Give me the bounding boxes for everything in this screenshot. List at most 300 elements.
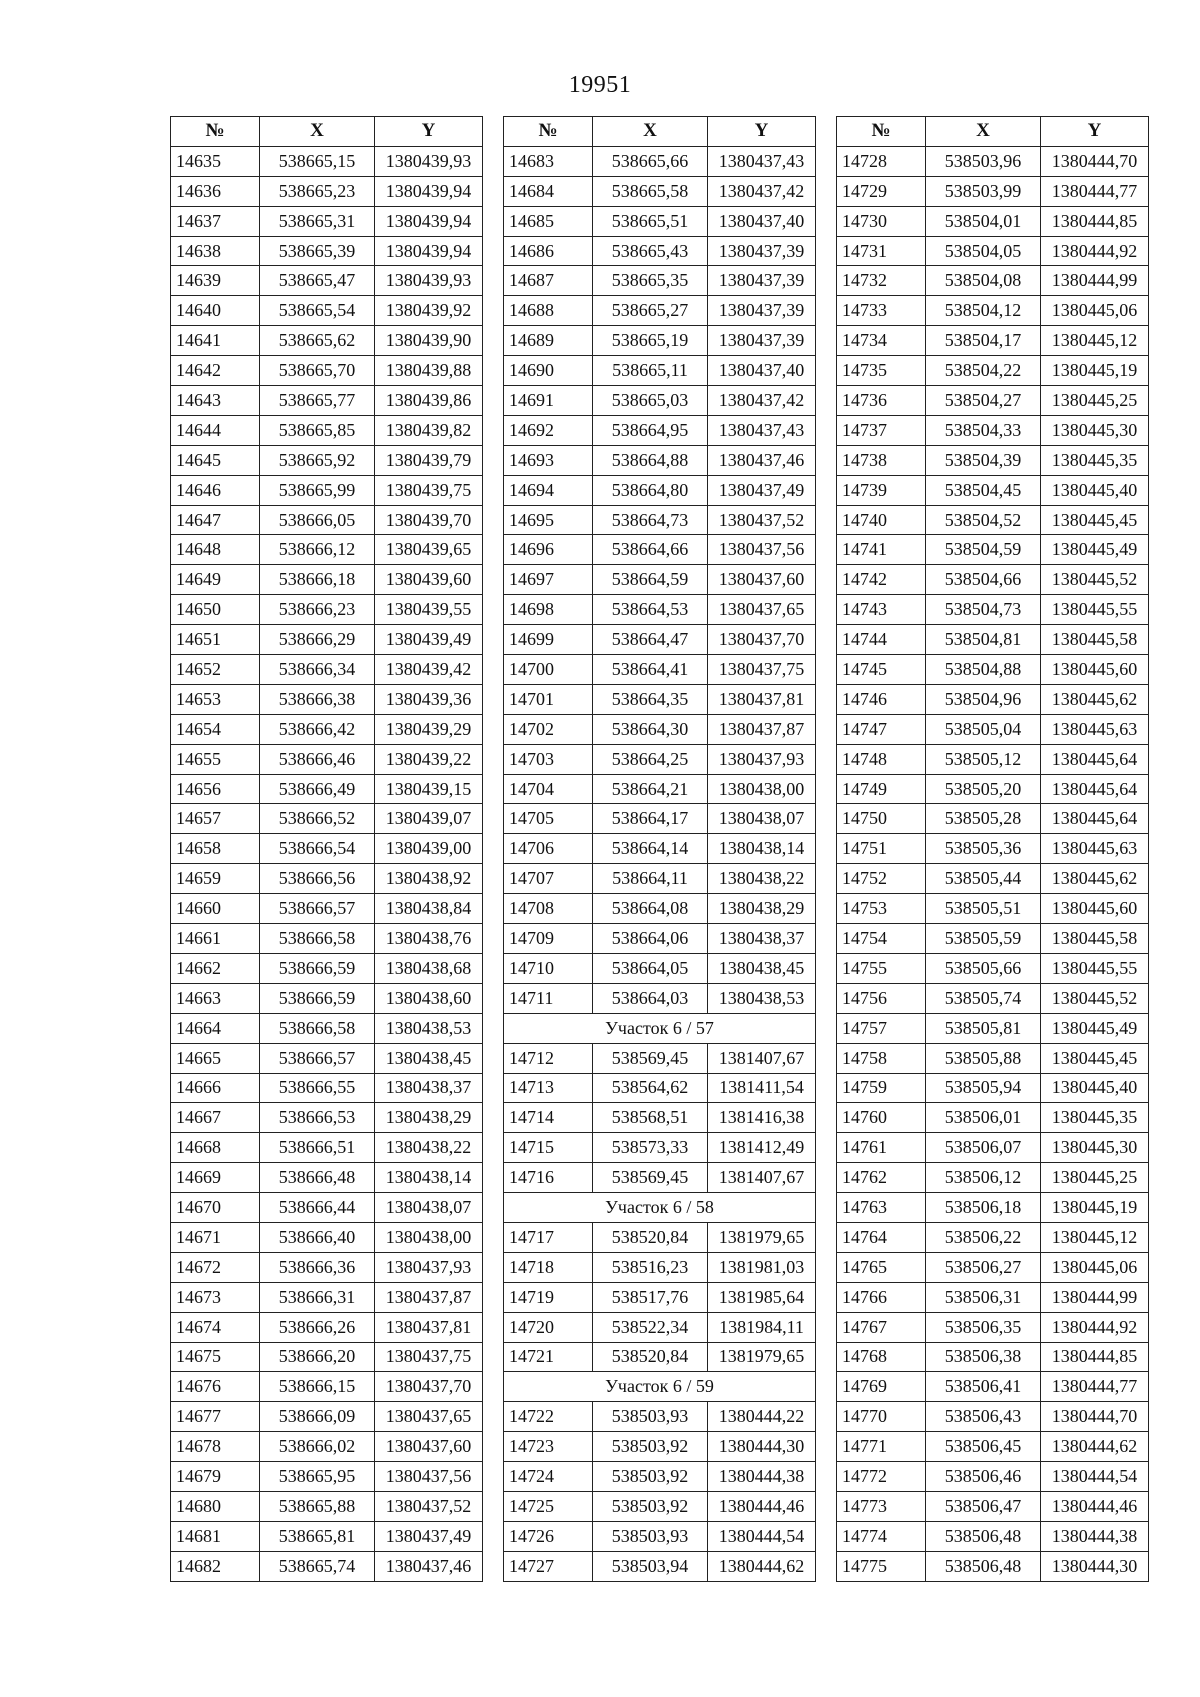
point-number-cell: 14715 — [504, 1133, 593, 1163]
point-number-cell: 14757 — [837, 1013, 926, 1043]
point-number-cell: 14697 — [504, 565, 593, 595]
x-coordinate-cell: 538506,43 — [926, 1402, 1041, 1432]
table-row — [504, 386, 816, 416]
y-coordinate-cell: 1380438,07 — [375, 1193, 483, 1223]
point-number-cell: 14718 — [504, 1252, 593, 1282]
y-coordinate-cell: 1380437,65 — [708, 595, 816, 625]
x-coordinate-cell: 538665,39 — [260, 236, 375, 266]
x-coordinate-cell: 538664,80 — [593, 475, 708, 505]
table-row — [837, 1521, 1149, 1551]
x-coordinate-cell: 538666,57 — [260, 1043, 375, 1073]
x-coordinate-cell: 538664,17 — [593, 804, 708, 834]
point-number-cell: 14741 — [837, 535, 926, 565]
y-coordinate-cell: 1380444,85 — [1041, 206, 1149, 236]
table-row — [171, 953, 483, 983]
x-coordinate-cell: 538505,44 — [926, 864, 1041, 894]
y-coordinate-cell: 1380437,42 — [708, 386, 816, 416]
point-number-cell: 14656 — [171, 774, 260, 804]
x-coordinate-cell: 538666,58 — [260, 924, 375, 954]
x-coordinate-cell: 538666,18 — [260, 565, 375, 595]
y-coordinate-cell: 1380439,49 — [375, 625, 483, 655]
point-number-cell: 14775 — [837, 1551, 926, 1581]
table-row — [837, 1013, 1149, 1043]
x-coordinate-cell: 538666,34 — [260, 655, 375, 685]
x-coordinate-cell: 538666,53 — [260, 1103, 375, 1133]
table-row — [171, 565, 483, 595]
table-row — [837, 595, 1149, 625]
table-row — [504, 565, 816, 595]
point-number-cell: 14678 — [171, 1432, 260, 1462]
point-number-cell: 14638 — [171, 236, 260, 266]
y-coordinate-cell: 1380439,92 — [375, 296, 483, 326]
y-coordinate-cell: 1381979,65 — [708, 1342, 816, 1372]
point-number-cell: 14636 — [171, 176, 260, 206]
y-coordinate-cell: 1380438,53 — [375, 1013, 483, 1043]
point-number-cell: 14751 — [837, 834, 926, 864]
section-title: Участок 6 / 58 — [504, 1193, 816, 1223]
point-number-cell: 14701 — [504, 684, 593, 714]
x-coordinate-cell: 538666,59 — [260, 953, 375, 983]
table-row — [504, 1402, 816, 1432]
point-number-cell: 14683 — [504, 146, 593, 176]
x-coordinate-cell: 538664,41 — [593, 655, 708, 685]
table-row — [837, 983, 1149, 1013]
x-coordinate-cell: 538504,66 — [926, 565, 1041, 595]
y-coordinate-cell: 1380444,62 — [708, 1551, 816, 1581]
table-row — [171, 894, 483, 924]
point-number-cell: 14774 — [837, 1521, 926, 1551]
point-number-cell: 14676 — [171, 1372, 260, 1402]
x-coordinate-cell: 538505,94 — [926, 1073, 1041, 1103]
point-number-cell: 14673 — [171, 1282, 260, 1312]
y-coordinate-cell: 1380445,12 — [1041, 326, 1149, 356]
x-coordinate-cell: 538666,48 — [260, 1163, 375, 1193]
y-coordinate-cell: 1380438,68 — [375, 953, 483, 983]
x-coordinate-cell: 538665,51 — [593, 206, 708, 236]
x-coordinate-cell: 538664,30 — [593, 714, 708, 744]
y-coordinate-cell: 1380445,12 — [1041, 1222, 1149, 1252]
y-coordinate-cell: 1380437,46 — [375, 1551, 483, 1581]
table-row — [837, 296, 1149, 326]
point-number-cell: 14730 — [837, 206, 926, 236]
point-number-cell: 14729 — [837, 176, 926, 206]
x-coordinate-cell: 538504,17 — [926, 326, 1041, 356]
x-coordinate-cell: 538665,23 — [260, 176, 375, 206]
y-coordinate-cell: 1381412,49 — [708, 1133, 816, 1163]
x-coordinate-cell: 538506,48 — [926, 1551, 1041, 1581]
x-coordinate-cell: 538503,92 — [593, 1462, 708, 1492]
point-number-cell: 14728 — [837, 146, 926, 176]
x-coordinate-cell: 538666,44 — [260, 1193, 375, 1223]
coordinates-table-3 — [836, 116, 1149, 1582]
y-coordinate-cell: 1380437,81 — [708, 684, 816, 714]
table-row — [171, 445, 483, 475]
x-coordinate-cell: 538504,27 — [926, 386, 1041, 416]
table-header-row — [171, 117, 483, 147]
header-number: № — [504, 117, 593, 147]
table-row — [171, 146, 483, 176]
table-row — [837, 834, 1149, 864]
point-number-cell: 14711 — [504, 983, 593, 1013]
x-coordinate-cell: 538666,15 — [260, 1372, 375, 1402]
point-number-cell: 14659 — [171, 864, 260, 894]
table-row — [837, 386, 1149, 416]
x-coordinate-cell: 538665,35 — [593, 266, 708, 296]
point-number-cell: 14716 — [504, 1163, 593, 1193]
x-coordinate-cell: 538664,66 — [593, 535, 708, 565]
x-coordinate-cell: 538664,11 — [593, 864, 708, 894]
point-number-cell: 14654 — [171, 714, 260, 744]
x-coordinate-cell: 538665,47 — [260, 266, 375, 296]
table-row — [837, 1312, 1149, 1342]
table-row — [171, 1103, 483, 1133]
point-number-cell: 14712 — [504, 1043, 593, 1073]
y-coordinate-cell: 1380444,70 — [1041, 146, 1149, 176]
point-number-cell: 14706 — [504, 834, 593, 864]
x-coordinate-cell: 538665,11 — [593, 356, 708, 386]
point-number-cell: 14742 — [837, 565, 926, 595]
table-row — [837, 266, 1149, 296]
table-row — [837, 445, 1149, 475]
table-row — [504, 236, 816, 266]
x-coordinate-cell: 538522,34 — [593, 1312, 708, 1342]
table-row — [837, 1551, 1149, 1581]
point-number-cell: 14745 — [837, 655, 926, 685]
y-coordinate-cell: 1380445,58 — [1041, 625, 1149, 655]
y-coordinate-cell: 1380445,25 — [1041, 1163, 1149, 1193]
point-number-cell: 14739 — [837, 475, 926, 505]
table-row — [837, 236, 1149, 266]
point-number-cell: 14767 — [837, 1312, 926, 1342]
header-x: X — [926, 117, 1041, 147]
x-coordinate-cell: 538665,92 — [260, 445, 375, 475]
y-coordinate-cell: 1380445,62 — [1041, 684, 1149, 714]
x-coordinate-cell: 538666,05 — [260, 505, 375, 535]
x-coordinate-cell: 538666,20 — [260, 1342, 375, 1372]
point-number-cell: 14713 — [504, 1073, 593, 1103]
table-row — [837, 1073, 1149, 1103]
y-coordinate-cell: 1380439,75 — [375, 475, 483, 505]
table-row — [504, 1103, 816, 1133]
y-coordinate-cell: 1380439,42 — [375, 655, 483, 685]
point-number-cell: 14648 — [171, 535, 260, 565]
point-number-cell: 14646 — [171, 475, 260, 505]
table-row — [504, 625, 816, 655]
x-coordinate-cell: 538665,43 — [593, 236, 708, 266]
x-coordinate-cell: 538504,88 — [926, 655, 1041, 685]
table-row — [504, 684, 816, 714]
y-coordinate-cell: 1380438,37 — [375, 1073, 483, 1103]
table-row — [171, 595, 483, 625]
point-number-cell: 14699 — [504, 625, 593, 655]
table-row — [504, 953, 816, 983]
x-coordinate-cell: 538664,88 — [593, 445, 708, 475]
y-coordinate-cell: 1380444,92 — [1041, 236, 1149, 266]
point-number-cell: 14682 — [171, 1551, 260, 1581]
point-number-cell: 14695 — [504, 505, 593, 535]
y-coordinate-cell: 1380437,93 — [708, 744, 816, 774]
x-coordinate-cell: 538504,81 — [926, 625, 1041, 655]
table-row — [171, 1073, 483, 1103]
table-row — [504, 505, 816, 535]
y-coordinate-cell: 1380437,39 — [708, 296, 816, 326]
x-coordinate-cell: 538506,47 — [926, 1491, 1041, 1521]
point-number-cell: 14651 — [171, 625, 260, 655]
x-coordinate-cell: 538506,27 — [926, 1252, 1041, 1282]
x-coordinate-cell: 538664,03 — [593, 983, 708, 1013]
x-coordinate-cell: 538665,27 — [593, 296, 708, 326]
x-coordinate-cell: 538666,58 — [260, 1013, 375, 1043]
x-coordinate-cell: 538504,59 — [926, 535, 1041, 565]
x-coordinate-cell: 538573,33 — [593, 1133, 708, 1163]
y-coordinate-cell: 1380437,60 — [375, 1432, 483, 1462]
y-coordinate-cell: 1380445,25 — [1041, 386, 1149, 416]
x-coordinate-cell: 538665,70 — [260, 356, 375, 386]
y-coordinate-cell: 1380445,30 — [1041, 1133, 1149, 1163]
point-number-cell: 14731 — [837, 236, 926, 266]
table-row — [171, 1043, 483, 1073]
table-row — [504, 1312, 816, 1342]
point-number-cell: 14709 — [504, 924, 593, 954]
y-coordinate-cell: 1380445,40 — [1041, 475, 1149, 505]
point-number-cell: 14652 — [171, 655, 260, 685]
point-number-cell: 14756 — [837, 983, 926, 1013]
x-coordinate-cell: 538505,51 — [926, 894, 1041, 924]
table-row — [171, 475, 483, 505]
table-row — [171, 415, 483, 445]
point-number-cell: 14752 — [837, 864, 926, 894]
table-row — [171, 983, 483, 1013]
y-coordinate-cell: 1380445,06 — [1041, 296, 1149, 326]
point-number-cell: 14736 — [837, 386, 926, 416]
point-number-cell: 14724 — [504, 1462, 593, 1492]
table-row — [171, 1222, 483, 1252]
x-coordinate-cell: 538665,85 — [260, 415, 375, 445]
y-coordinate-cell: 1380437,81 — [375, 1312, 483, 1342]
x-coordinate-cell: 538503,92 — [593, 1491, 708, 1521]
table-row — [837, 1462, 1149, 1492]
table-row — [837, 864, 1149, 894]
table-row — [171, 1372, 483, 1402]
table-row — [504, 894, 816, 924]
point-number-cell: 14755 — [837, 953, 926, 983]
point-number-cell: 14738 — [837, 445, 926, 475]
x-coordinate-cell: 538504,52 — [926, 505, 1041, 535]
table-row — [171, 1193, 483, 1223]
y-coordinate-cell: 1380439,70 — [375, 505, 483, 535]
x-coordinate-cell: 538664,14 — [593, 834, 708, 864]
point-number-cell: 14765 — [837, 1252, 926, 1282]
y-coordinate-cell: 1380437,75 — [375, 1342, 483, 1372]
table-row — [504, 1342, 816, 1372]
table-row — [837, 1043, 1149, 1073]
table-row — [837, 625, 1149, 655]
point-number-cell: 14705 — [504, 804, 593, 834]
point-number-cell: 14703 — [504, 744, 593, 774]
x-coordinate-cell: 538666,23 — [260, 595, 375, 625]
point-number-cell: 14726 — [504, 1521, 593, 1551]
table-row — [504, 445, 816, 475]
y-coordinate-cell: 1380437,70 — [708, 625, 816, 655]
x-coordinate-cell: 538666,40 — [260, 1222, 375, 1252]
point-number-cell: 14725 — [504, 1491, 593, 1521]
x-coordinate-cell: 538665,03 — [593, 386, 708, 416]
x-coordinate-cell: 538666,38 — [260, 684, 375, 714]
point-number-cell: 14670 — [171, 1193, 260, 1223]
y-coordinate-cell: 1380445,60 — [1041, 894, 1149, 924]
table-row — [171, 1013, 483, 1043]
table-row — [837, 1491, 1149, 1521]
x-coordinate-cell: 538505,20 — [926, 774, 1041, 804]
table-row — [171, 804, 483, 834]
table-row — [837, 1372, 1149, 1402]
table-row — [837, 475, 1149, 505]
y-coordinate-cell: 1380444,77 — [1041, 176, 1149, 206]
table-row — [504, 1073, 816, 1103]
table-row — [837, 804, 1149, 834]
x-coordinate-cell: 538506,48 — [926, 1521, 1041, 1551]
x-coordinate-cell: 538665,99 — [260, 475, 375, 505]
x-coordinate-cell: 538569,45 — [593, 1043, 708, 1073]
point-number-cell: 14690 — [504, 356, 593, 386]
table-row — [504, 356, 816, 386]
x-coordinate-cell: 538665,19 — [593, 326, 708, 356]
table-row — [837, 1222, 1149, 1252]
point-number-cell: 14766 — [837, 1282, 926, 1312]
x-coordinate-cell: 538666,59 — [260, 983, 375, 1013]
x-coordinate-cell: 538664,06 — [593, 924, 708, 954]
y-coordinate-cell: 1380437,56 — [375, 1462, 483, 1492]
table-row — [837, 206, 1149, 236]
header-number: № — [837, 117, 926, 147]
table-row — [171, 326, 483, 356]
table-row — [504, 1043, 816, 1073]
x-coordinate-cell: 538664,21 — [593, 774, 708, 804]
x-coordinate-cell: 538505,36 — [926, 834, 1041, 864]
y-coordinate-cell: 1380437,46 — [708, 445, 816, 475]
x-coordinate-cell: 538665,88 — [260, 1491, 375, 1521]
point-number-cell: 14735 — [837, 356, 926, 386]
x-coordinate-cell: 538504,39 — [926, 445, 1041, 475]
x-coordinate-cell: 538505,66 — [926, 953, 1041, 983]
x-coordinate-cell: 538506,41 — [926, 1372, 1041, 1402]
y-coordinate-cell: 1381984,11 — [708, 1312, 816, 1342]
point-number-cell: 14679 — [171, 1462, 260, 1492]
table-row — [171, 684, 483, 714]
table-row — [171, 296, 483, 326]
table-row — [837, 176, 1149, 206]
table-row — [504, 804, 816, 834]
x-coordinate-cell: 538503,92 — [593, 1432, 708, 1462]
table-row — [171, 625, 483, 655]
point-number-cell: 14669 — [171, 1163, 260, 1193]
table-row — [504, 655, 816, 685]
point-number-cell: 14687 — [504, 266, 593, 296]
table-row — [504, 535, 816, 565]
y-coordinate-cell: 1380445,35 — [1041, 1103, 1149, 1133]
table-row — [837, 535, 1149, 565]
y-coordinate-cell: 1380444,77 — [1041, 1372, 1149, 1402]
x-coordinate-cell: 538665,66 — [593, 146, 708, 176]
y-coordinate-cell: 1380444,54 — [708, 1521, 816, 1551]
point-number-cell: 14641 — [171, 326, 260, 356]
x-coordinate-cell: 538516,23 — [593, 1252, 708, 1282]
point-number-cell: 14694 — [504, 475, 593, 505]
section-row — [504, 1372, 816, 1402]
y-coordinate-cell: 1380439,79 — [375, 445, 483, 475]
point-number-cell: 14674 — [171, 1312, 260, 1342]
table-row — [171, 714, 483, 744]
x-coordinate-cell: 538664,59 — [593, 565, 708, 595]
table-row — [504, 595, 816, 625]
y-coordinate-cell: 1380445,06 — [1041, 1252, 1149, 1282]
y-coordinate-cell: 1380437,42 — [708, 176, 816, 206]
table-row — [504, 1252, 816, 1282]
table-row — [504, 1491, 816, 1521]
x-coordinate-cell: 538665,62 — [260, 326, 375, 356]
x-coordinate-cell: 538564,62 — [593, 1073, 708, 1103]
point-number-cell: 14708 — [504, 894, 593, 924]
y-coordinate-cell: 1380437,40 — [708, 356, 816, 386]
point-number-cell: 14681 — [171, 1521, 260, 1551]
table-row — [171, 744, 483, 774]
table-row — [171, 505, 483, 535]
table-row — [837, 774, 1149, 804]
point-number-cell: 14734 — [837, 326, 926, 356]
point-number-cell: 14696 — [504, 535, 593, 565]
x-coordinate-cell: 538520,84 — [593, 1222, 708, 1252]
section-row — [504, 1013, 816, 1043]
table-row — [504, 1163, 816, 1193]
x-coordinate-cell: 538506,45 — [926, 1432, 1041, 1462]
x-coordinate-cell: 538665,95 — [260, 1462, 375, 1492]
y-coordinate-cell: 1381407,67 — [708, 1043, 816, 1073]
x-coordinate-cell: 538517,76 — [593, 1282, 708, 1312]
point-number-cell: 14650 — [171, 595, 260, 625]
x-coordinate-cell: 538666,49 — [260, 774, 375, 804]
y-coordinate-cell: 1380438,53 — [708, 983, 816, 1013]
point-number-cell: 14692 — [504, 415, 593, 445]
table-row — [171, 1312, 483, 1342]
y-coordinate-cell: 1380439,86 — [375, 386, 483, 416]
table-row — [504, 774, 816, 804]
x-coordinate-cell: 538503,93 — [593, 1402, 708, 1432]
y-coordinate-cell: 1381979,65 — [708, 1222, 816, 1252]
y-coordinate-cell: 1380445,40 — [1041, 1073, 1149, 1103]
header-y: Y — [375, 117, 483, 147]
table-row — [504, 266, 816, 296]
table-row — [171, 1282, 483, 1312]
point-number-cell: 14655 — [171, 744, 260, 774]
table-row — [504, 983, 816, 1013]
point-number-cell: 14758 — [837, 1043, 926, 1073]
point-number-cell: 14645 — [171, 445, 260, 475]
page-number: 19951 — [568, 72, 632, 98]
point-number-cell: 14640 — [171, 296, 260, 326]
point-number-cell: 14657 — [171, 804, 260, 834]
point-number-cell: 14663 — [171, 983, 260, 1013]
point-number-cell: 14684 — [504, 176, 593, 206]
point-number-cell: 14722 — [504, 1402, 593, 1432]
x-coordinate-cell: 538504,96 — [926, 684, 1041, 714]
table-row — [837, 1133, 1149, 1163]
point-number-cell: 14649 — [171, 565, 260, 595]
x-coordinate-cell: 538505,28 — [926, 804, 1041, 834]
table-row — [171, 1462, 483, 1492]
x-coordinate-cell: 538520,84 — [593, 1342, 708, 1372]
table-row — [837, 565, 1149, 595]
point-number-cell: 14702 — [504, 714, 593, 744]
